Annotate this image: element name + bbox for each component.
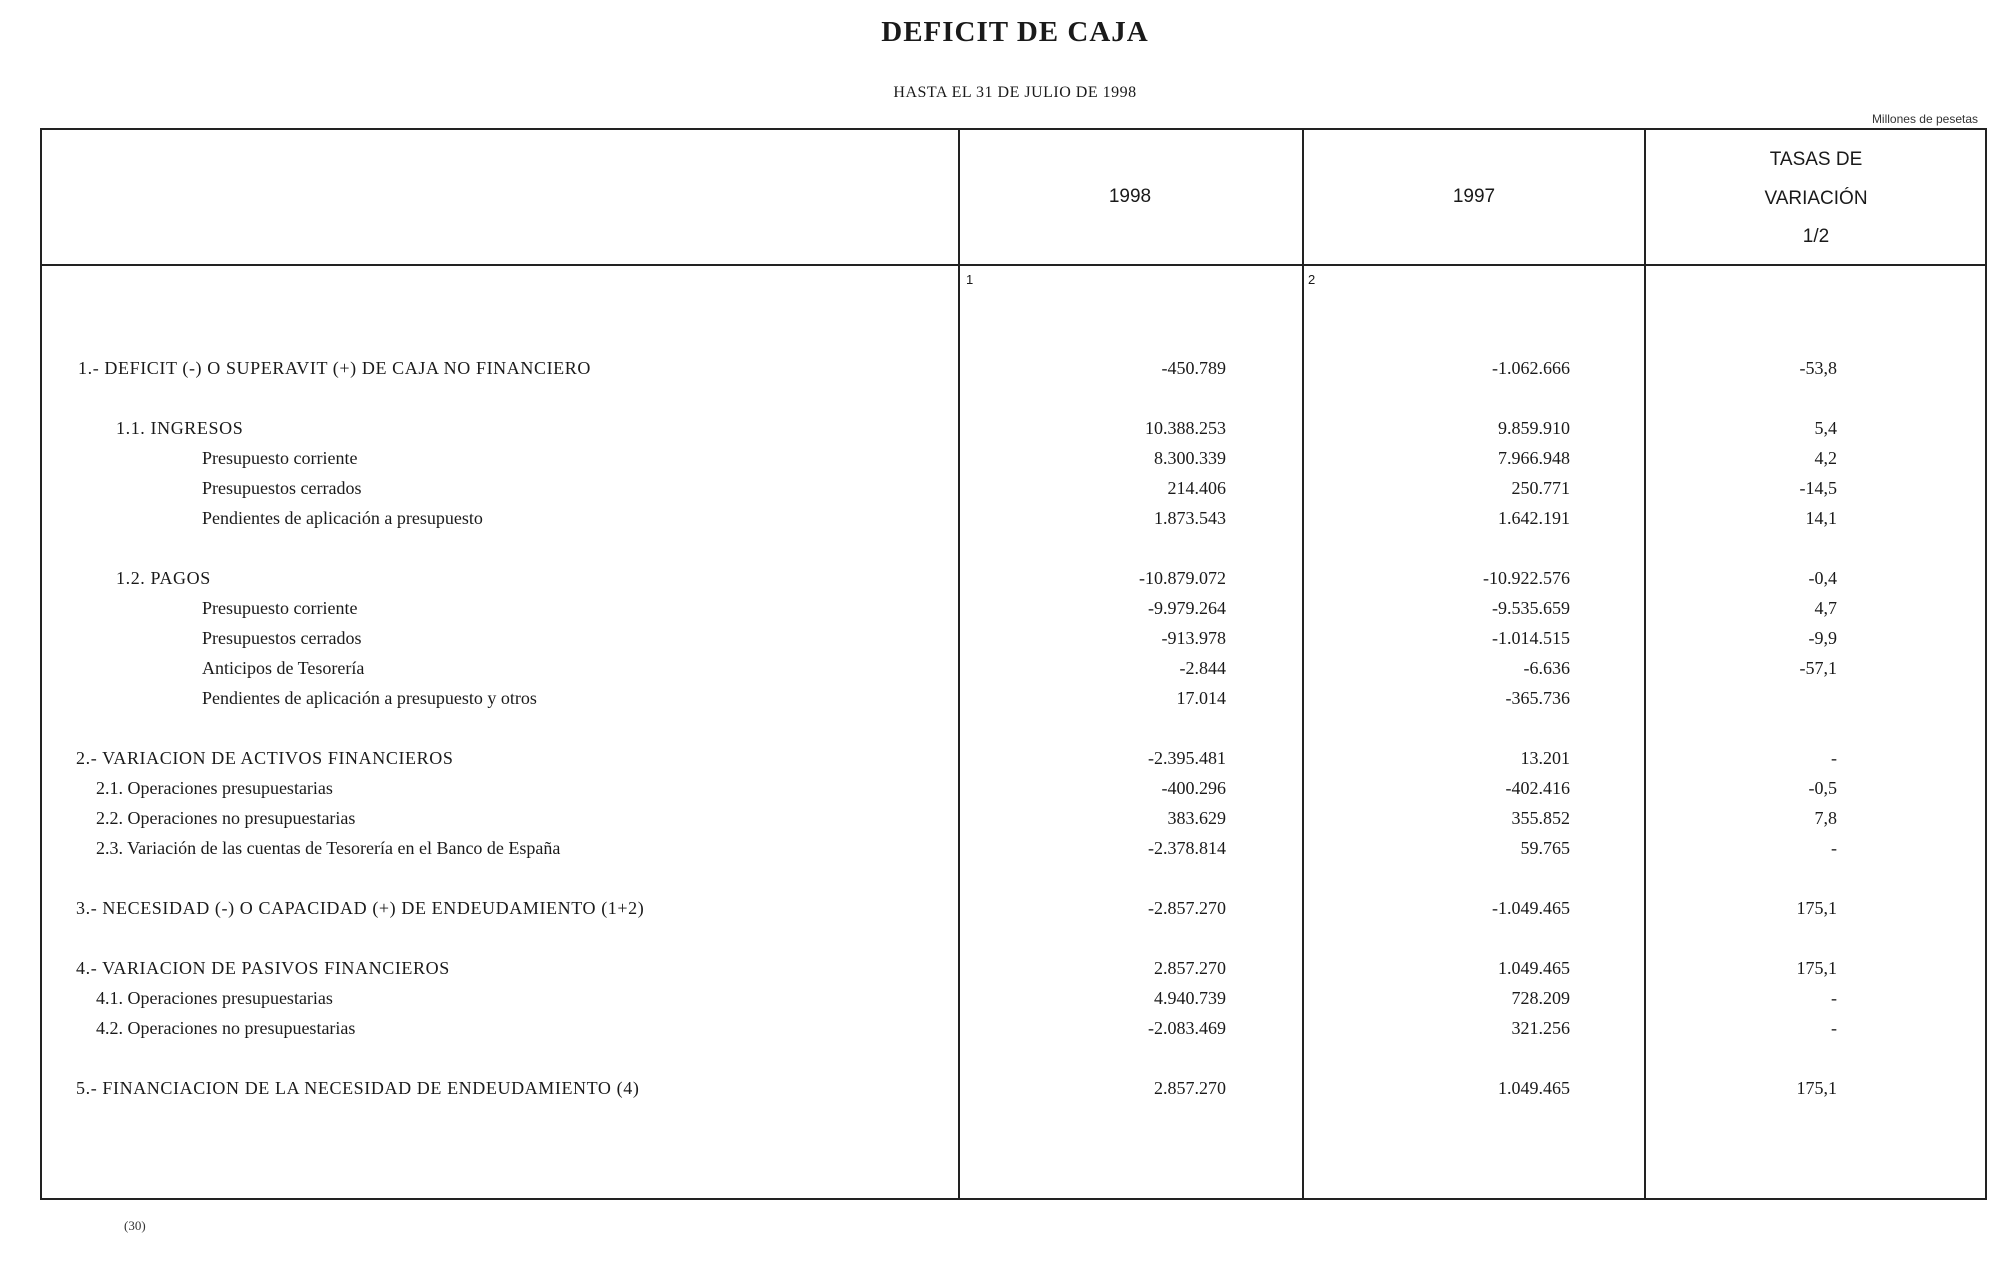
value-1998: -2.083.469 bbox=[1148, 1018, 1226, 1038]
value-1998: -913.978 bbox=[1161, 628, 1226, 648]
row-label: Presupuesto corriente bbox=[202, 448, 358, 468]
row-label: 2.1. Operaciones presupuestarias bbox=[96, 778, 333, 798]
value-1997: -10.922.576 bbox=[1483, 568, 1570, 588]
column-header-1998: 1998 bbox=[1108, 186, 1152, 207]
row-label: 5.- FINANCIACION DE LA NECESIDAD DE ENDEUDAMIENTO (4) bbox=[76, 1078, 640, 1098]
row-label: Presupuesto corriente bbox=[202, 598, 358, 618]
row-label: 2.- VARIACION DE ACTIVOS FINANCIEROS bbox=[76, 748, 454, 768]
table-row bbox=[40, 808, 1987, 834]
value-1998: 4.940.739 bbox=[1154, 988, 1226, 1008]
value-1998: 17.014 bbox=[1176, 688, 1226, 708]
value-1998: -450.789 bbox=[1161, 358, 1226, 378]
value-1998: 10.388.253 bbox=[1145, 418, 1226, 438]
row-label: 3.- NECESIDAD (-) O CAPACIDAD (+) DE ENDEUDAMIENTO (1+2) bbox=[76, 898, 645, 918]
value-tasa: - bbox=[1831, 988, 1837, 1008]
table-row bbox=[40, 1078, 1987, 1104]
value-tasa: - bbox=[1831, 838, 1837, 858]
column-header-tasas-line2: VARIACIÓN bbox=[1764, 188, 1868, 209]
value-1997: 1.049.465 bbox=[1498, 958, 1570, 978]
value-1997: 321.256 bbox=[1511, 1018, 1570, 1038]
value-1997: 59.765 bbox=[1520, 838, 1570, 858]
column-header-tasas-line3: 1/2 bbox=[1802, 226, 1830, 247]
value-1998: -2.395.481 bbox=[1148, 748, 1226, 768]
table-row bbox=[40, 568, 1987, 594]
value-1997: -402.416 bbox=[1505, 778, 1570, 798]
value-1997: 1.642.191 bbox=[1498, 508, 1570, 528]
table-row bbox=[40, 658, 1987, 684]
row-label: 1.1. INGRESOS bbox=[116, 418, 244, 438]
value-tasa: -14,5 bbox=[1799, 478, 1837, 498]
row-label: 4.2. Operaciones no presupuestarias bbox=[96, 1018, 356, 1038]
units-note: Millones de pesetas bbox=[1871, 112, 1978, 126]
table-row bbox=[40, 958, 1987, 984]
value-tasa: -53,8 bbox=[1799, 358, 1837, 378]
value-1997: -1.049.465 bbox=[1492, 898, 1570, 918]
row-label: 2.3. Variación de las cuentas de Tesorería en el Banco de España bbox=[96, 838, 561, 858]
row-label: Presupuestos cerrados bbox=[202, 628, 362, 648]
table-row bbox=[40, 418, 1987, 444]
value-1998: 214.406 bbox=[1167, 478, 1226, 498]
value-1997: 7.966.948 bbox=[1498, 448, 1570, 468]
value-1997: -1.014.515 bbox=[1492, 628, 1570, 648]
value-tasa: 7,8 bbox=[1814, 808, 1837, 828]
value-tasa: 175,1 bbox=[1796, 898, 1837, 918]
value-1997: 1.049.465 bbox=[1498, 1078, 1570, 1098]
value-tasa: 4,7 bbox=[1814, 598, 1837, 618]
value-tasa: 175,1 bbox=[1796, 958, 1837, 978]
column-header-1997: 1997 bbox=[1452, 186, 1496, 207]
header-divider bbox=[40, 264, 1987, 266]
page-title: DEFICIT DE CAJA bbox=[881, 16, 1149, 48]
value-tasa: 4,2 bbox=[1814, 448, 1837, 468]
row-label: 1.- DEFICIT (-) O SUPERAVIT (+) DE CAJA NO FINANCIERO bbox=[78, 358, 591, 378]
row-label: 2.2. Operaciones no presupuestarias bbox=[96, 808, 356, 828]
value-1998: 8.300.339 bbox=[1154, 448, 1226, 468]
value-1998: 1.873.543 bbox=[1154, 508, 1226, 528]
value-tasa: -57,1 bbox=[1799, 658, 1837, 678]
table-row bbox=[40, 1018, 1987, 1044]
value-1998: 2.857.270 bbox=[1154, 1078, 1226, 1098]
table-row bbox=[40, 598, 1987, 624]
value-tasa: - bbox=[1831, 1018, 1837, 1038]
page-subtitle: HASTA EL 31 DE JULIO DE 1998 bbox=[893, 84, 1137, 101]
value-1997: -6.636 bbox=[1523, 658, 1570, 678]
row-label: Pendientes de aplicación a presupuesto bbox=[202, 508, 483, 528]
value-1997: -9.535.659 bbox=[1492, 598, 1570, 618]
value-1997: 250.771 bbox=[1511, 478, 1570, 498]
table-row bbox=[40, 358, 1987, 384]
page-number: (30) bbox=[124, 1218, 146, 1233]
table-row bbox=[40, 778, 1987, 804]
value-1997: -365.736 bbox=[1505, 688, 1570, 708]
column-number-1: 1 bbox=[966, 272, 974, 287]
column-number-2: 2 bbox=[1308, 272, 1316, 287]
value-tasa: -9,9 bbox=[1808, 628, 1837, 648]
value-1997: 13.201 bbox=[1520, 748, 1570, 768]
value-1998: 2.857.270 bbox=[1154, 958, 1226, 978]
value-1998: -2.857.270 bbox=[1148, 898, 1226, 918]
value-tasa: -0,4 bbox=[1808, 568, 1837, 588]
row-label: Anticipos de Tesorería bbox=[202, 658, 365, 678]
column-header-tasas-line1: TASAS DE bbox=[1769, 149, 1863, 170]
value-1998: -2.378.814 bbox=[1148, 838, 1226, 858]
table-row bbox=[40, 448, 1987, 474]
value-1998: -9.979.264 bbox=[1148, 598, 1226, 618]
table-row bbox=[40, 748, 1987, 774]
value-tasa: -0,5 bbox=[1808, 778, 1837, 798]
value-1997: 9.859.910 bbox=[1498, 418, 1570, 438]
row-label: 4.1. Operaciones presupuestarias bbox=[96, 988, 333, 1008]
row-label: Pendientes de aplicación a presupuesto y otros bbox=[202, 688, 537, 708]
table-row bbox=[40, 628, 1987, 654]
value-1998: 383.629 bbox=[1167, 808, 1226, 828]
table-row bbox=[40, 988, 1987, 1014]
value-1998: -10.879.072 bbox=[1139, 568, 1226, 588]
table-row bbox=[40, 508, 1987, 534]
value-tasa: 175,1 bbox=[1796, 1078, 1837, 1098]
value-1997: 728.209 bbox=[1511, 988, 1570, 1008]
table-row bbox=[40, 688, 1987, 714]
value-1998: -2.844 bbox=[1179, 658, 1226, 678]
value-1997: 355.852 bbox=[1511, 808, 1570, 828]
row-label: 1.2. PAGOS bbox=[116, 568, 211, 588]
table-row bbox=[40, 898, 1987, 924]
row-label: 4.- VARIACION DE PASIVOS FINANCIEROS bbox=[76, 958, 450, 978]
value-1997: -1.062.666 bbox=[1492, 358, 1570, 378]
value-tasa: - bbox=[1831, 748, 1837, 768]
table-row bbox=[40, 478, 1987, 504]
value-tasa: 14,1 bbox=[1805, 508, 1837, 528]
table-row bbox=[40, 838, 1987, 864]
row-label: Presupuestos cerrados bbox=[202, 478, 362, 498]
value-tasa: 5,4 bbox=[1814, 418, 1837, 438]
value-1998: -400.296 bbox=[1161, 778, 1226, 798]
